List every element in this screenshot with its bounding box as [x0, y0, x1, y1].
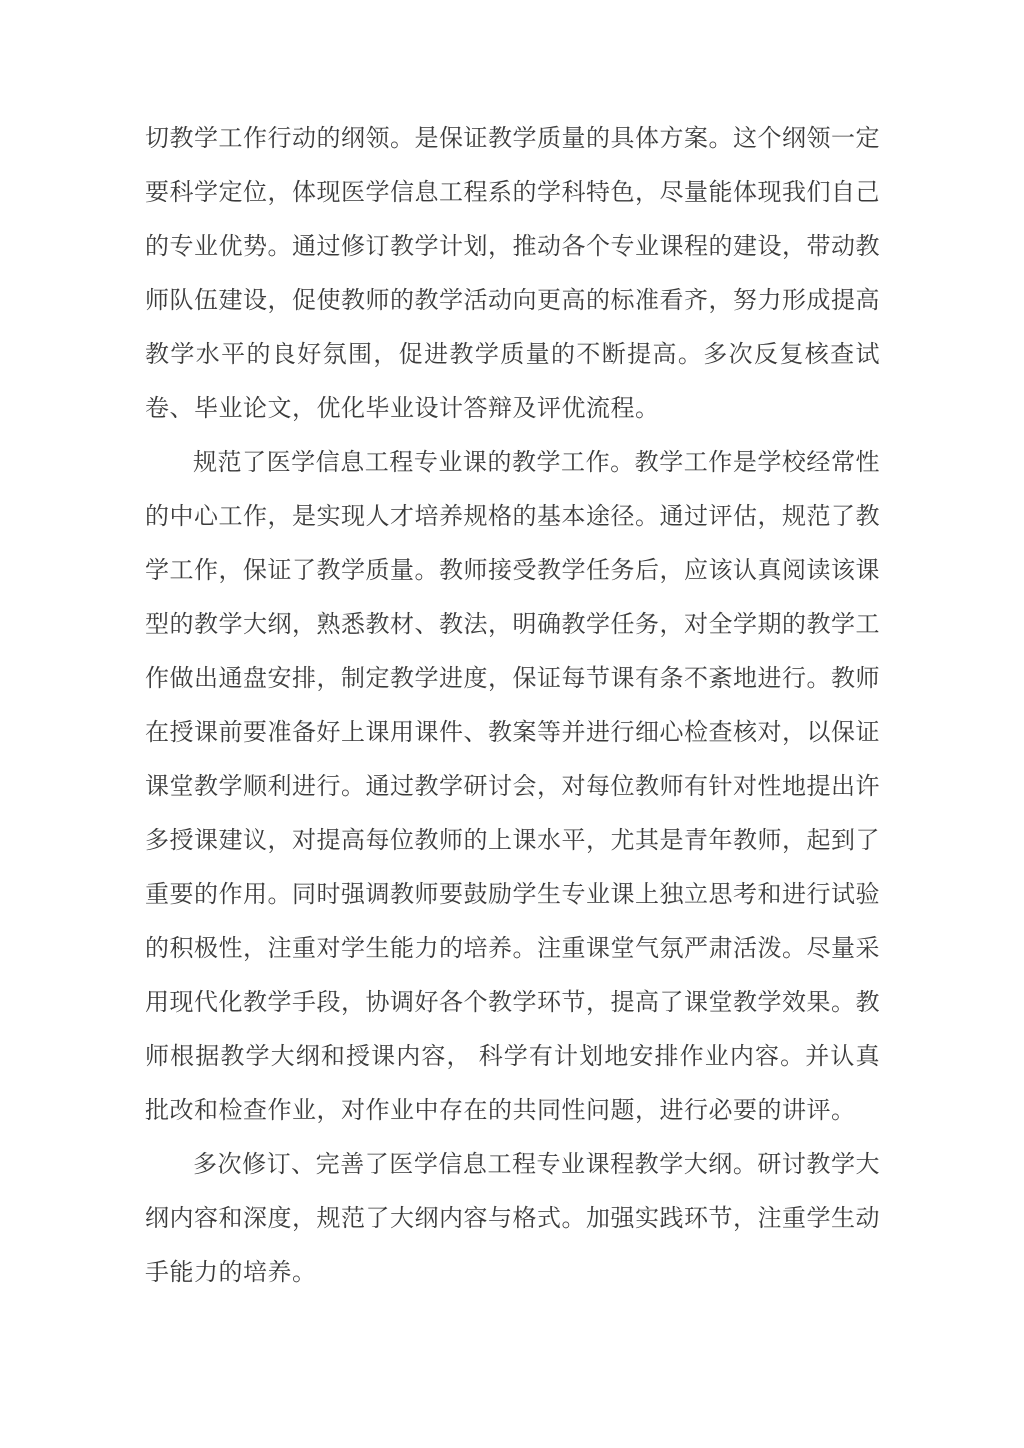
paragraph-1: 切教学工作行动的纲领。是保证教学质量的具体方案。这个纲领一定要科学定位，体现医学信息工程系的学科特色，尽量能体现我们自己的专业优势。通过修订教学计划，推动各个专业课程的建设，带动教师队伍建设，促使教师的教学活动向更高的标准看齐，努力形成提高教学水平的良好氛围，促进教学质量的不断提高。多次反复核查试卷、毕业论文，优化毕业设计答辩及评优流程。 [145, 126, 880, 422]
paragraph-3: 多次修订、完善了医学信息工程专业课程教学大纲。研讨教学大纲内容和深度，规范了大纲内容与格式。加强实践环节，注重学生动手能力的培养。 [145, 1152, 880, 1286]
paragraph-2: 规范了医学信息工程专业课的教学工作。教学工作是学校经常性的中心工作，是实现人才培养规格的基本途径。通过评估，规范了教学工作，保证了教学质量。教师接受教学任务后，应该认真阅读该课型的教学大纲，熟悉教材、教法，明确教学任务，对全学期的教学工作做出通盘安排，制定教学进度，保证每节课有条不紊地进行。教师在授课前要准备好上课用课件、教案等并进行细心检查核对，以保证课堂教学顺利进行。通过教学研讨会，对每位教师有针对性地提出许多授课建议，对提高每位教师的上课水平，尤其是青年教师，起到了重要的作用。同时强调教师要鼓励学生专业课上独立思考和进行试验的积极性，注重对学生能力的培养。注重课堂气氛严肃活泼。尽量采用现代化教学手段，协调好各个教学环节，提高了课堂教学效果。教师根据教学大纲和授课内容， 科学有计划地安排作业内容。并认真批改和检查作业，对作业中存在的共同性问题，进行必要的讲评。 [145, 450, 880, 1124]
